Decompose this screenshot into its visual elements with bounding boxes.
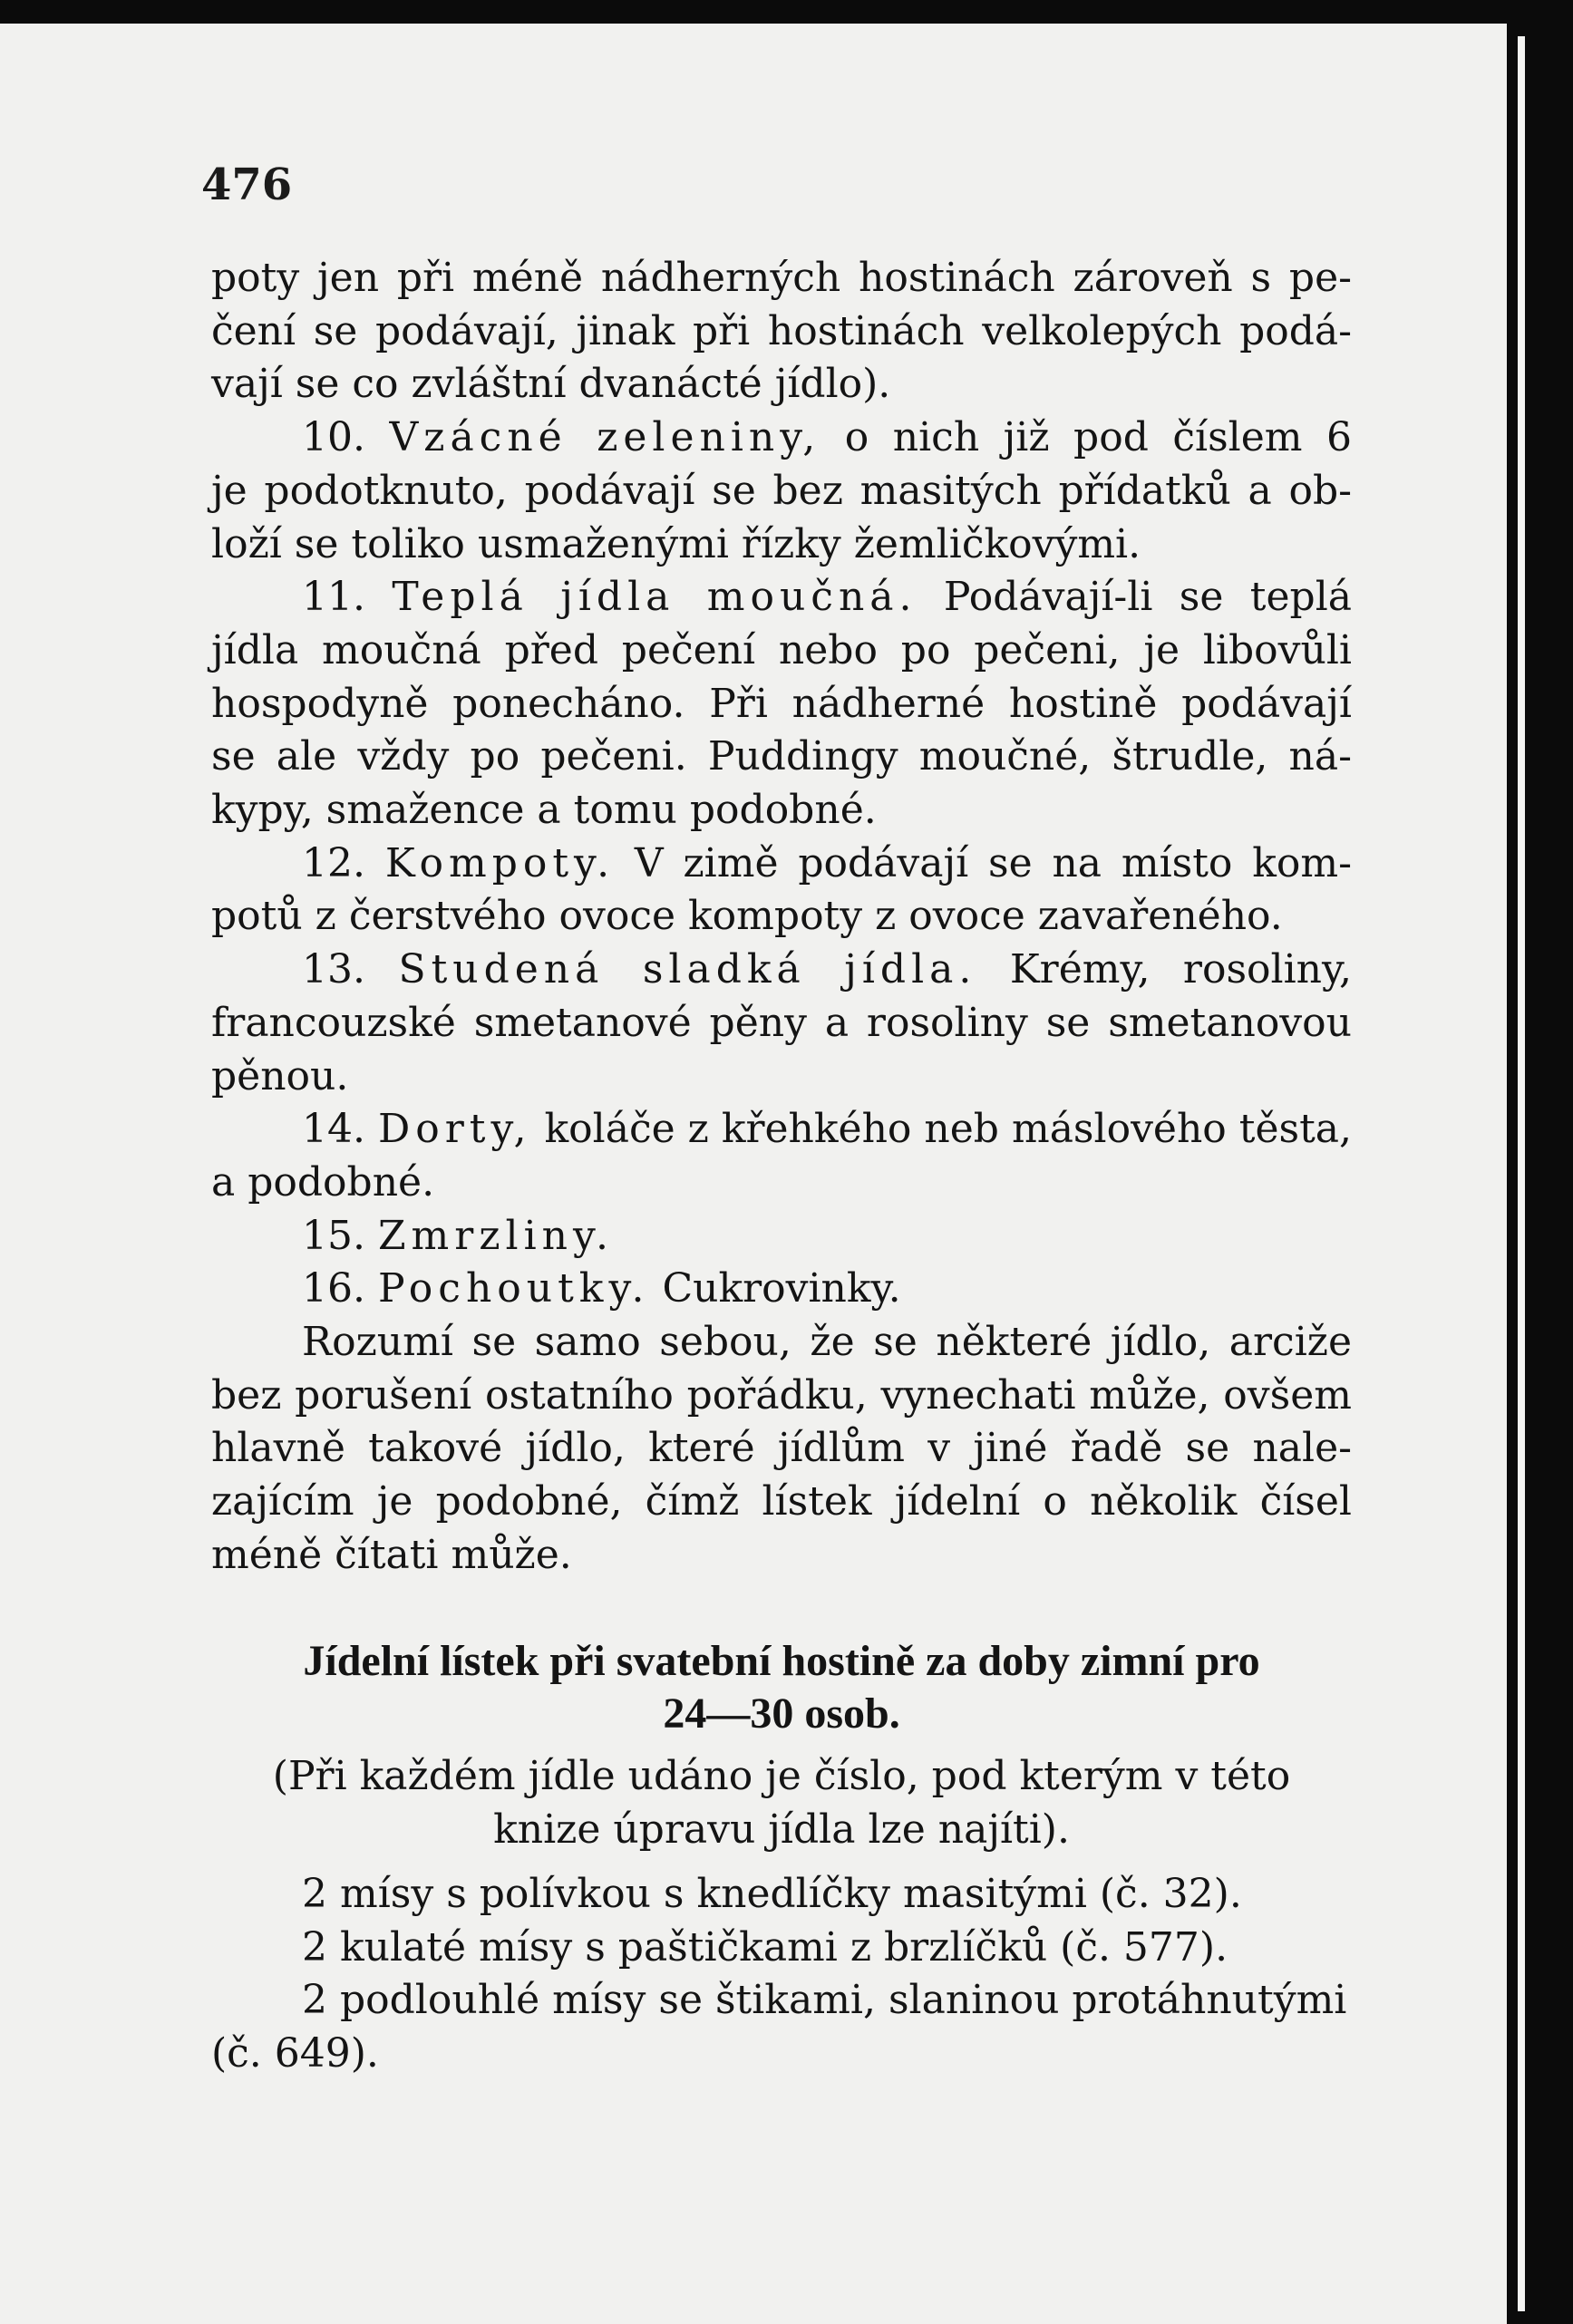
text-line: Krémy, rosoliny, — [976, 946, 1352, 993]
text-line: koláče z křehkého neb máslového těsta, — [531, 1106, 1352, 1153]
body-text — [211, 252, 1352, 1583]
section-note — [211, 1750, 1352, 1856]
text-line: jídla moučná před pečení nebo po pečeni, je libovůli — [211, 626, 1352, 673]
list-item-15 — [211, 1210, 1352, 1264]
text-line: hospodyně ponecháno. Při nádherné hostině podávají — [211, 680, 1352, 727]
item-number: 12. — [302, 839, 365, 886]
heading-line: Jídelní lístek při svatební hostině za doby zimní pro — [303, 1637, 1260, 1685]
text-line: zajícím je podobné, čímž lístek jídelní o několik čísel — [211, 1478, 1352, 1525]
text-line: méně čítati může. — [211, 1531, 572, 1578]
menu-item: 2 mísy s polívkou s knedlíčky masitými (č. 32). — [302, 1871, 1242, 1917]
text-line: bez porušení ostatního pořádku, vynechati může, ovšem — [211, 1371, 1352, 1419]
page-gutter — [1507, 0, 1573, 2324]
text-line: poty jen při méně nádherných hostinách zároveň s pe- — [211, 255, 1352, 301]
item-number: 13. — [302, 946, 365, 993]
list-item-13 — [211, 944, 1352, 997]
menu-item: (č. 649). — [211, 2030, 379, 2077]
list-item-11 — [211, 571, 1352, 625]
item-number: 15. — [302, 1212, 365, 1259]
item-title: Zmrzliny. — [377, 1212, 614, 1259]
item-number: 11. — [302, 574, 365, 621]
item-number: 14. — [302, 1106, 365, 1153]
menu-item: 2 podlouhlé mísy se štikami, slaninou protáhnutými — [302, 1977, 1347, 2024]
menu-item: 2 kulaté mísy s paštičkami z brzlíčků (č. 577). — [302, 1923, 1228, 1971]
text-line: V zimě podávají se na místo kom- — [615, 839, 1352, 886]
list-item-16 — [211, 1263, 1352, 1316]
text-line: čení se podávají, jinak při hostinách velkolepých podá- — [211, 307, 1352, 354]
text-line: loží se toliko usmaženými řízky žemličkovými. — [211, 520, 1141, 567]
text-line: Podávají-li se teplá — [917, 574, 1352, 621]
note-line: knize úpravu jídla lze najíti). — [493, 1806, 1070, 1853]
text-line: francouzské smetanové pěny a rosoliny se smetanovou — [211, 999, 1352, 1046]
text-line: se ale vždy po pečeni. Puddingy moučné, štrudle, ná- — [211, 733, 1352, 780]
item-number: 16. — [302, 1265, 365, 1312]
text-line: Rozumí se samo sebou, že se některé jídlo, arciže — [302, 1319, 1352, 1366]
text-line: hlavně takové jídlo, které jídlům v jiné řadě se nale- — [211, 1425, 1352, 1472]
text-line: Cukrovinky. — [649, 1265, 901, 1312]
item-title: Kompoty. — [384, 839, 616, 886]
text-line: vají se co zvláštní dvanácté jídlo). — [211, 361, 891, 408]
page-number: 476 — [201, 160, 293, 210]
heading-line: 24—30 osob. — [663, 1690, 900, 1738]
book-page — [0, 24, 1507, 2324]
item-title: Dorty, — [378, 1106, 532, 1153]
text-line: o nich již pod číslem 6 — [820, 414, 1352, 461]
section-heading — [211, 1635, 1352, 1740]
item-title: Studená sladká jídla. — [398, 946, 977, 993]
text-line: a podobné. — [211, 1158, 435, 1206]
page-edge — [1518, 36, 1525, 2311]
item-title: Vzácné zeleniny, — [389, 414, 821, 461]
list-item-14 — [211, 1103, 1352, 1157]
text-line: pěnou. — [211, 1052, 349, 1099]
item-title: Pochoutky. — [377, 1265, 650, 1312]
text-line: je podotknuto, podávají se bez masitých přídatků a ob- — [211, 467, 1352, 514]
text-line: kypy, smažence a tomu podobné. — [211, 787, 877, 834]
item-number: 10. — [302, 414, 365, 461]
list-item-12 — [211, 838, 1352, 891]
note-line: (Při každém jídle udáno je číslo, pod kterým v této — [272, 1753, 1291, 1799]
list-item-10 — [211, 412, 1352, 465]
item-title: Teplá jídla moučná. — [392, 574, 918, 621]
menu-list — [211, 1868, 1352, 2081]
text-line: potů z čerstvého ovoce kompoty z ovoce zavařeného. — [211, 893, 1283, 940]
